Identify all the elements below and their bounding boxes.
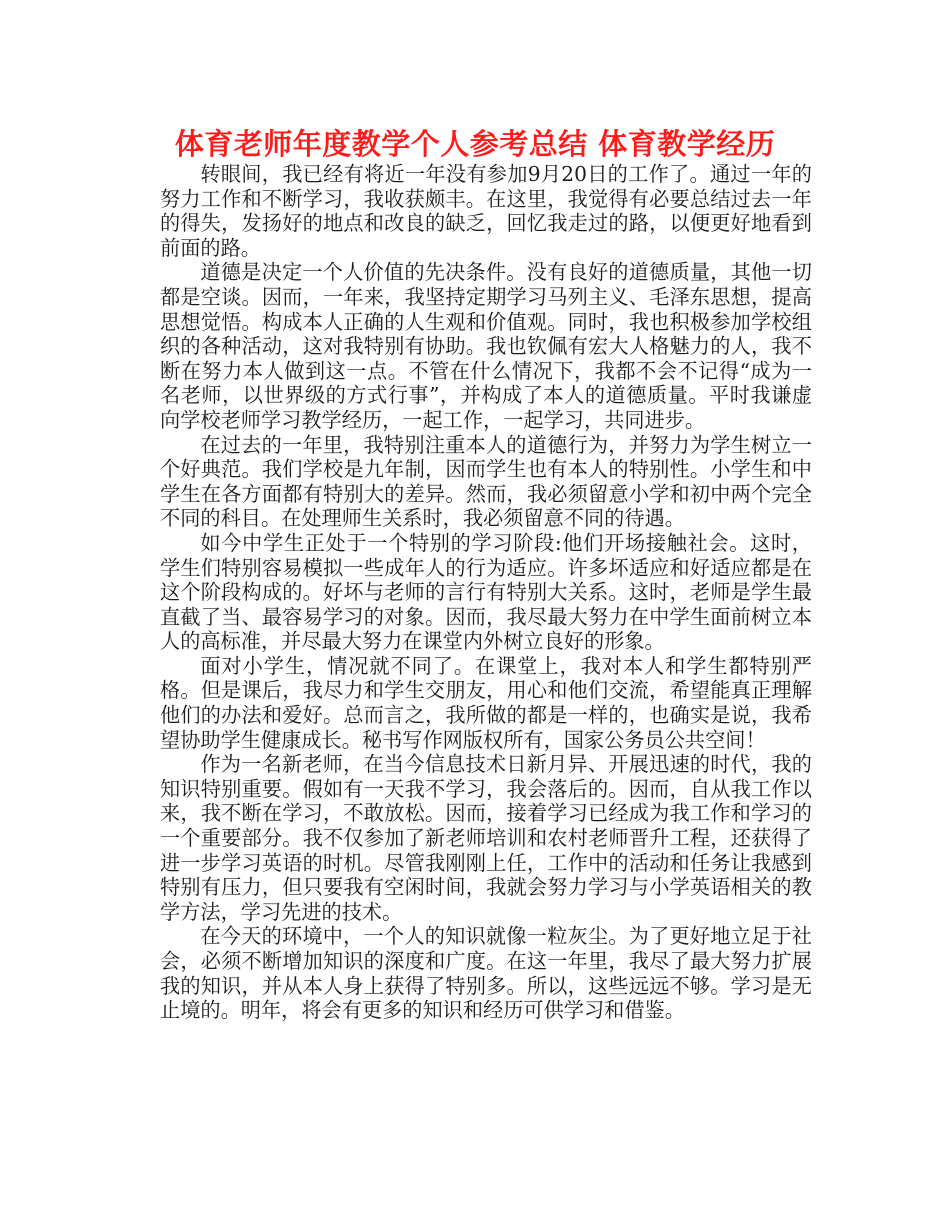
paragraph-1: 转眼间，我已经有将近一年没有参加9月20日的工作了。通过一年的努力工作和不断学习，我收获颇丰。在这里，我觉得有必要总结过去一年的得失，发扬好的地点和改良的缺乏，回忆我走过的路，以便更好地看到前面的路。 bbox=[160, 162, 812, 260]
document-title: 体育老师年度教学个人参考总结 体育教学经历 bbox=[174, 127, 776, 161]
paragraph-4: 如今中学生正处于一个特别的学习阶段:他们开场接触社会。这时，学生们特别容易模拟一些成年人的行为适应。许多坏适应和好适应都是在这个阶段构成的。好坏与老师的言行有特别大关系。这时，老师是学生最直截了当、最容易学习的对象。因而，我尽最大努力在中学生面前树立本人的高标准，并尽最大努力在课堂内外树立良好的形象。 bbox=[160, 530, 812, 654]
paragraph-3: 在过去的一年里，我特别注重本人的道德行为，并努力为学生树立一个好典范。我们学校是九年制，因而学生也有本人的特别性。小学生和中学生在各方面都有特别大的差异。然而，我必须留意小学和初中两个完全不同的科目。在处理师生关系时，我必须留意不同的待遇。 bbox=[160, 432, 812, 531]
paragraph-5: 面对小学生，情况就不同了。在课堂上，我对本人和学生都特别严格。但是课后，我尽力和学生交朋友，用心和他们交流，希望能真正理解他们的办法和爱好。总而言之，我所做的都是一样的，也确实是说，我希望协助学生健康成长。秘书写作网版权所有，国家公务员公共空间！ bbox=[160, 653, 812, 752]
document-body bbox=[160, 162, 812, 1023]
paragraph-7: 在今天的环境中，一个人的知识就像一粒灰尘。为了更好地立足于社会，必须不断增加知识的深度和广度。在这一年里，我尽了最大努力扩展我的知识，并从本人身上获得了特别多。所以，这些远远不够。学习是无止境的。明年，将会有更多的知识和经历可供学习和借鉴。 bbox=[160, 924, 812, 1023]
paragraph-2: 道德是决定一个人价值的先决条件。没有良好的道德质量，其他一切都是空谈。因而，一年来，我坚持定期学习马列主义、毛泽东思想，提高思想觉悟。构成本人正确的人生观和价值观。同时，我也积极参加学校组织的各种活动，这对我特别有协助。我也钦佩有宏大人格魅力的人，我不断在努力本人做到这一点。不管在什么情况下，我都不会不记得“成为一名老师，以世界级的方式行事”，并构成了本人的道德质量。平时我谦虚向学校老师学习教学经历，一起工作，一起学习，共同进步。 bbox=[160, 260, 812, 432]
paragraph-6: 作为一名新老师，在当今信息技术日新月异、开展迅速的时代，我的知识特别重要。假如有一天我不学习，我会落后的。因而，自从我工作以来，我不断在学习，不敢放松。因而，接着学习已经成为我工作和学习的一个重要部分。我不仅参加了新老师培训和农村老师晋升工程，还获得了进一步学习英语的时机。尽管我刚刚上任，工作中的活动和任务让我感到特别有压力，但只要我有空闲时间，我就会努力学习与小学英语相关的教学方法，学习先进的技术。 bbox=[160, 752, 812, 924]
